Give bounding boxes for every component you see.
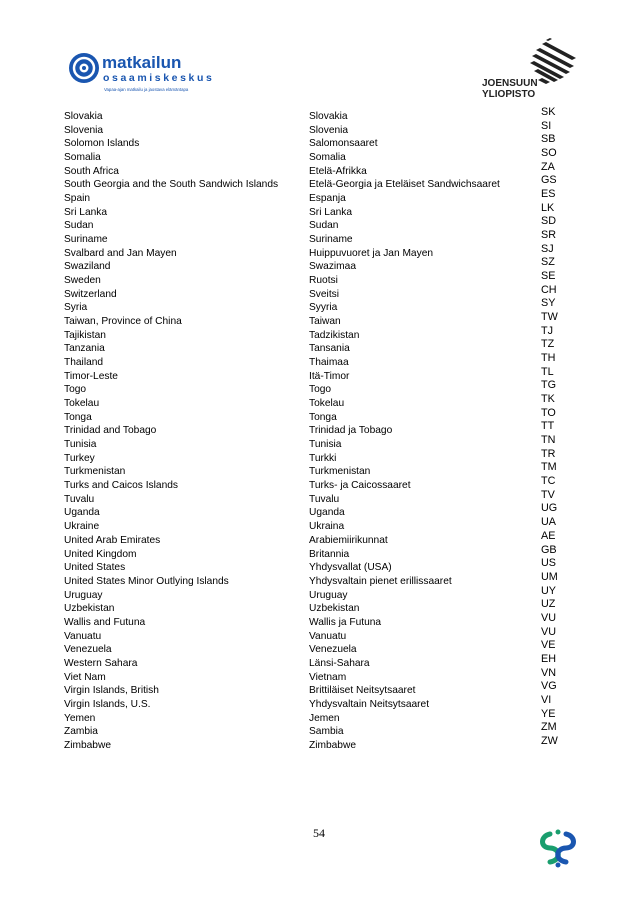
country-code: TG <box>541 379 556 392</box>
table-row <box>64 133 584 151</box>
country-name-fi: Somalia <box>309 152 346 164</box>
country-code: TH <box>541 352 556 365</box>
country-name-en: Western Sahara <box>64 657 138 669</box>
country-name-fi: Tokelau <box>309 398 345 410</box>
country-name-fi: Etelä-Georgia ja Eteläiset Sandwichsaaret <box>309 179 500 191</box>
matkailun-osaamiskeskus-logo <box>66 40 241 98</box>
table-row <box>64 420 584 438</box>
table-row <box>64 324 584 343</box>
country-code: SE <box>541 270 556 283</box>
country-code: TC <box>541 475 556 488</box>
table-row <box>64 201 584 220</box>
country-name-fi: Tunisia <box>309 439 342 451</box>
table-row <box>64 693 584 712</box>
country-name-fi: Swazimaa <box>309 261 356 273</box>
table-row <box>64 119 584 138</box>
country-name-fi: Slovakia <box>309 111 348 122</box>
country-code: VN <box>541 666 556 679</box>
country-name-en: Spain <box>64 193 91 205</box>
country-name-en: Venezuela <box>64 644 112 656</box>
country-code: EH <box>541 652 556 665</box>
country-name-fi: Vanuatu <box>309 630 347 642</box>
table-row <box>64 652 584 671</box>
country-name-fi: Espanja <box>309 193 346 205</box>
table-row <box>64 434 584 452</box>
country-code: SJ <box>541 242 554 255</box>
country-name-fi: Sveitsi <box>309 288 340 300</box>
country-name-fi: Uzbekistan <box>309 603 360 615</box>
country-name-en: Yemen <box>64 712 96 724</box>
country-code: CH <box>541 283 557 296</box>
country-name-en: Somalia <box>64 152 101 164</box>
footer-logo-icon <box>536 828 580 868</box>
country-name-fi: Jemen <box>309 712 340 724</box>
country-name-en: Sweden <box>64 275 101 287</box>
country-code: AE <box>541 529 556 542</box>
country-name-en: South Africa <box>64 165 119 177</box>
country-name-en: Sudan <box>64 220 94 232</box>
country-name-en: Wallis and Futuna <box>64 616 146 628</box>
table-row <box>64 639 584 657</box>
country-name-fi: Ukraina <box>309 521 345 533</box>
country-name-en: Swaziland <box>64 261 111 273</box>
country-name-fi: Tonga <box>309 411 337 423</box>
table-row <box>64 461 584 479</box>
country-name-fi: Salomonsaaret <box>309 138 378 150</box>
country-name-en: Tajikistan <box>64 329 106 341</box>
country-code-table <box>64 106 584 753</box>
country-code: YE <box>541 707 556 720</box>
table-row <box>64 598 584 616</box>
country-code: UA <box>541 516 556 529</box>
country-name-fi: Uganda <box>309 507 345 519</box>
country-name-en: Tonga <box>64 411 92 423</box>
country-name-fi: Tuvalu <box>309 493 340 505</box>
table-row <box>64 365 584 384</box>
country-name-fi: Sudan <box>309 220 339 232</box>
country-name-en: Uganda <box>64 507 100 519</box>
country-name-en: Virgin Islands, British <box>64 685 159 697</box>
country-name-en: United Kingdom <box>64 548 137 560</box>
country-code: VE <box>541 639 556 652</box>
country-name-fi: Sri Lanka <box>309 206 353 218</box>
table-row <box>64 666 584 685</box>
country-name-en: United States <box>64 562 126 574</box>
table-row <box>64 242 584 261</box>
country-name-en: Slovakia <box>64 111 103 122</box>
country-name-en: Tunisia <box>64 439 97 451</box>
country-code: UG <box>541 502 558 515</box>
table-row <box>64 557 584 575</box>
country-name-fi: Tansania <box>309 343 350 355</box>
table-row <box>64 297 584 315</box>
table-row <box>64 174 584 192</box>
country-code: TW <box>541 311 558 324</box>
country-name-fi: Turks- ja Caicossaaret <box>309 480 411 492</box>
country-code: UY <box>541 584 556 597</box>
country-code: VU <box>541 625 556 638</box>
country-code: SD <box>541 215 556 228</box>
country-name-en: Uruguay <box>64 589 103 601</box>
country-name-en: Virgin Islands, U.S. <box>64 698 151 710</box>
country-code: SK <box>541 106 556 118</box>
country-name-fi: Togo <box>309 384 332 396</box>
table-row <box>64 352 584 370</box>
country-name-fi: Zimbabwe <box>309 739 356 751</box>
country-code: TM <box>541 461 557 474</box>
logo-yliopisto: YLIOPISTO <box>482 89 536 100</box>
country-code: TN <box>541 434 556 447</box>
country-name-fi: Yhdysvallat (USA) <box>309 562 392 574</box>
table-row <box>64 625 584 644</box>
country-name-fi: Suriname <box>309 234 353 246</box>
country-name-en: Tanzania <box>64 343 105 355</box>
country-code: TO <box>541 406 556 419</box>
country-code: LK <box>541 201 555 214</box>
page-number: 54 <box>313 826 325 840</box>
country-name-en: Trinidad and Tobago <box>64 425 157 437</box>
country-name-fi: Turkmenistan <box>309 466 371 478</box>
country-name-en: Tuvalu <box>64 493 95 505</box>
country-name-fi: Thaimaa <box>309 357 349 369</box>
country-code: GB <box>541 543 557 556</box>
country-name-fi: Slovenia <box>309 124 349 136</box>
country-code: SY <box>541 297 556 310</box>
country-name-en: Uzbekistan <box>64 603 115 615</box>
country-code: US <box>541 557 556 570</box>
table-row <box>64 406 584 425</box>
country-code: VG <box>541 680 557 693</box>
country-name-fi: Wallis ja Futuna <box>309 616 382 628</box>
country-code: TR <box>541 447 556 460</box>
country-name-fi: Uruguay <box>309 589 348 601</box>
country-name-en: South Georgia and the South Sandwich Islands <box>64 179 279 191</box>
country-name-en: Taiwan, Province of China <box>64 316 182 328</box>
country-code: TK <box>541 393 555 406</box>
country-name-fi: Vietnam <box>309 671 347 683</box>
table-row <box>64 270 584 288</box>
country-name-fi: Arabiemiirikunnat <box>309 534 388 546</box>
country-name-fi: Etelä-Afrikka <box>309 165 367 177</box>
country-code: ZM <box>541 721 557 734</box>
table-row <box>64 147 584 165</box>
country-name-fi: Itä-Timor <box>309 370 350 382</box>
logo-line1: matkailun <box>102 53 182 72</box>
joensuun-yliopisto-logo <box>480 36 580 104</box>
table-row <box>64 188 584 206</box>
country-name-en: Vanuatu <box>64 630 102 642</box>
table-row <box>64 707 584 726</box>
table-row <box>64 584 584 603</box>
table-row <box>64 311 584 329</box>
table-row <box>64 160 584 179</box>
table-row <box>64 379 584 397</box>
table-row <box>64 393 584 411</box>
country-code: VI <box>541 693 552 706</box>
country-name-fi: Syyria <box>309 302 338 314</box>
country-name-fi: Turkki <box>309 452 337 464</box>
country-code: SR <box>541 229 556 242</box>
table-row <box>64 529 584 548</box>
table-row <box>64 106 584 124</box>
table-row <box>64 680 584 698</box>
table-row <box>64 502 584 520</box>
country-name-en: Timor-Leste <box>64 370 118 382</box>
country-name-en: Suriname <box>64 234 108 246</box>
country-name-en: Slovenia <box>64 124 104 136</box>
country-code: TV <box>541 488 555 501</box>
country-name-fi: Yhdysvaltain pienet erillissaaret <box>309 575 452 587</box>
country-code: TZ <box>541 338 555 351</box>
table-row <box>64 570 584 589</box>
country-name-fi: Ruotsi <box>309 275 338 287</box>
logo-line2: osaamiskeskus <box>103 72 215 84</box>
country-name-en: Turkmenistan <box>64 466 126 478</box>
country-name-fi: Tadzikistan <box>309 329 360 341</box>
table-row <box>64 734 584 753</box>
country-name-en: Zambia <box>64 726 98 738</box>
table-row <box>64 229 584 247</box>
country-name-fi: Sambia <box>309 726 344 738</box>
country-name-en: United States Minor Outlying Islands <box>64 575 229 587</box>
country-code: SZ <box>541 256 555 269</box>
table-row <box>64 516 584 534</box>
table-row <box>64 488 584 507</box>
country-name-en: United Arab Emirates <box>64 534 161 546</box>
table-row <box>64 338 584 356</box>
country-code: TT <box>541 420 555 433</box>
country-name-en: Tokelau <box>64 398 100 410</box>
country-name-en: Togo <box>64 384 87 396</box>
country-name-en: Switzerland <box>64 288 117 300</box>
country-name-en: Solomon Islands <box>64 138 140 150</box>
country-name-fi: Länsi-Sahara <box>309 657 370 669</box>
country-code: UZ <box>541 598 556 611</box>
table-row <box>64 475 584 493</box>
country-name-fi: Taiwan <box>309 316 341 328</box>
table-row <box>64 721 584 739</box>
country-name-fi: Yhdysvaltain Neitsytsaaret <box>309 698 430 710</box>
table-row <box>64 283 584 302</box>
country-name-en: Syria <box>64 302 88 314</box>
logo-tagline: Vapaa-ajan matkailu ja jaostava elämäntapa <box>104 87 189 92</box>
country-code: UM <box>541 570 558 583</box>
country-name-fi: Trinidad ja Tobago <box>309 425 393 437</box>
country-name-en: Viet Nam <box>64 671 106 683</box>
country-name-fi: Huippuvuoret ja Jan Mayen <box>309 247 434 259</box>
country-code: TL <box>541 365 554 378</box>
country-name-en: Turkey <box>64 452 95 464</box>
country-name-en: Thailand <box>64 357 104 369</box>
table-row <box>64 611 584 630</box>
country-code: SB <box>541 133 556 146</box>
country-code: GS <box>541 174 557 187</box>
country-name-fi: Venezuela <box>309 644 357 656</box>
country-name-fi: Brittiläiset Neitsytsaaret <box>309 685 416 697</box>
table-row <box>64 256 584 274</box>
country-name-en: Ukraine <box>64 521 100 533</box>
table-row <box>64 543 584 562</box>
country-name-en: Turks and Caicos Islands <box>64 480 178 492</box>
logo-joensuun: JOENSUUN <box>482 78 538 89</box>
country-code: ZW <box>541 734 558 747</box>
country-code: SO <box>541 147 557 160</box>
country-name-fi: Britannia <box>309 548 350 560</box>
table-row <box>64 215 584 233</box>
country-name-en: Zimbabwe <box>64 739 111 751</box>
table-row <box>64 447 584 466</box>
country-code: SI <box>541 119 552 132</box>
country-name-en: Svalbard and Jan Mayen <box>64 247 177 259</box>
country-name-en: Sri Lanka <box>64 206 108 218</box>
country-code: ZA <box>541 160 555 173</box>
country-code: VU <box>541 611 556 624</box>
country-code: ES <box>541 188 556 201</box>
country-code: TJ <box>541 324 553 337</box>
